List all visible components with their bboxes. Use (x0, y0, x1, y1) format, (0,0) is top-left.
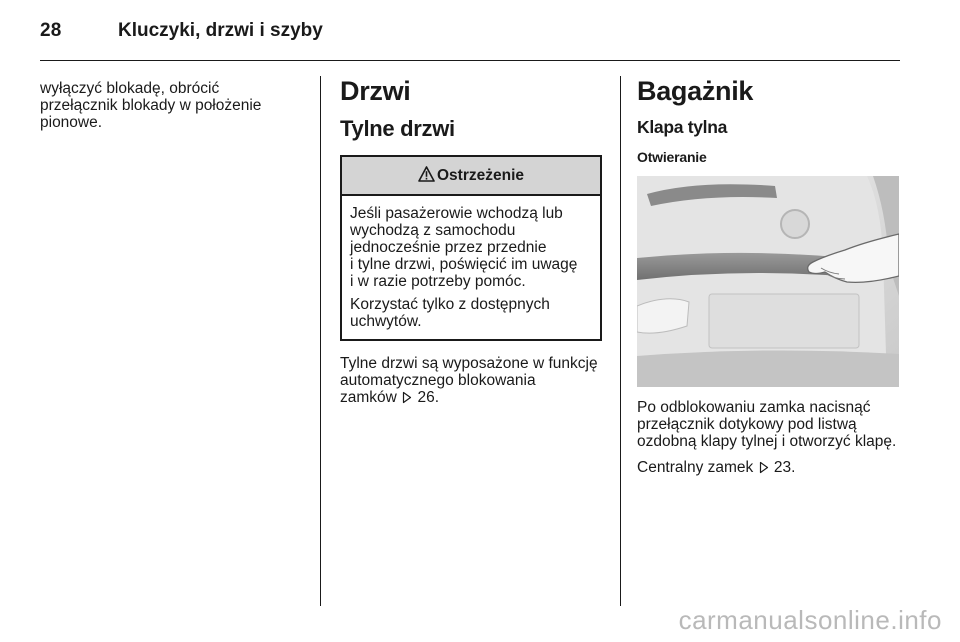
reference-arrow-icon[interactable] (759, 461, 769, 478)
tailgate-opening-illustration (637, 176, 899, 387)
column-divider-left (320, 76, 321, 606)
bumper (637, 350, 899, 387)
text-line: pionowe. (40, 114, 103, 131)
text-line: wyłączyć blokadę, obrócić (40, 80, 220, 97)
warning-paragraph (350, 205, 592, 290)
warning-box (340, 155, 602, 341)
text-line: jednocześnie przez przednie (350, 239, 547, 256)
chapter-title: Kluczyki, drzwi i szyby (118, 20, 323, 41)
tail-light (637, 299, 689, 333)
watermark: carmanualsonline.info (678, 605, 942, 635)
warning-body (342, 196, 600, 339)
body-paragraph (637, 399, 905, 450)
column-divider-right (620, 76, 621, 606)
warning-title: Ostrzeżenie (436, 167, 524, 184)
text-line: zamków (340, 389, 397, 406)
text-line: automatycznego blokowania (340, 372, 536, 389)
page-reference-link[interactable]: 23. (773, 459, 796, 476)
plate-recess (709, 294, 859, 348)
text-line: Korzystać tylko z dostępnych (350, 296, 550, 313)
column-right (637, 76, 905, 478)
header-rule (40, 60, 900, 61)
page-reference-link[interactable]: 26. (417, 389, 440, 406)
text-line: ozdobną klapy tylnej i otworzyć klapę. (637, 433, 897, 450)
reference-arrow-icon[interactable] (402, 391, 412, 408)
text-line: Jeśli pasażerowie wchodzą lub (350, 205, 563, 222)
text-line: Po odblokowaniu zamka nacisnąć (637, 399, 871, 416)
body-paragraph (637, 459, 905, 478)
continued-paragraph (40, 80, 310, 131)
text-line: i tylne drzwi, poświęcić im uwagę (350, 256, 578, 273)
section-title-doors: Drzwi (340, 76, 411, 106)
emblem (781, 210, 809, 238)
text-line: wychodzą z samochodu (350, 222, 516, 239)
text-line: Tylne drzwi są wyposażone w funkcję (340, 355, 598, 372)
body-paragraph (340, 355, 606, 408)
minor-heading-opening: Otwieranie (637, 149, 707, 165)
subsection-title-tailgate: Klapa tylna (637, 117, 728, 137)
warning-header (342, 157, 600, 196)
column-middle (340, 76, 606, 408)
column-left (40, 80, 310, 131)
text-line: uchwytów. (350, 313, 422, 330)
text-line: przełącznik blokady w położenie (40, 97, 262, 114)
text-line: przełącznik dotykowy pod listwą (637, 416, 857, 433)
warning-triangle-icon (418, 166, 435, 186)
text-line: i w razie potrzeby pomóc. (350, 273, 526, 290)
page-number: 28 (40, 20, 62, 41)
subsection-title-rear-doors: Tylne drzwi (340, 116, 455, 141)
section-title-trunk: Bagażnik (637, 76, 754, 106)
text-line: Centralny zamek (637, 459, 754, 476)
warning-paragraph (350, 296, 592, 330)
